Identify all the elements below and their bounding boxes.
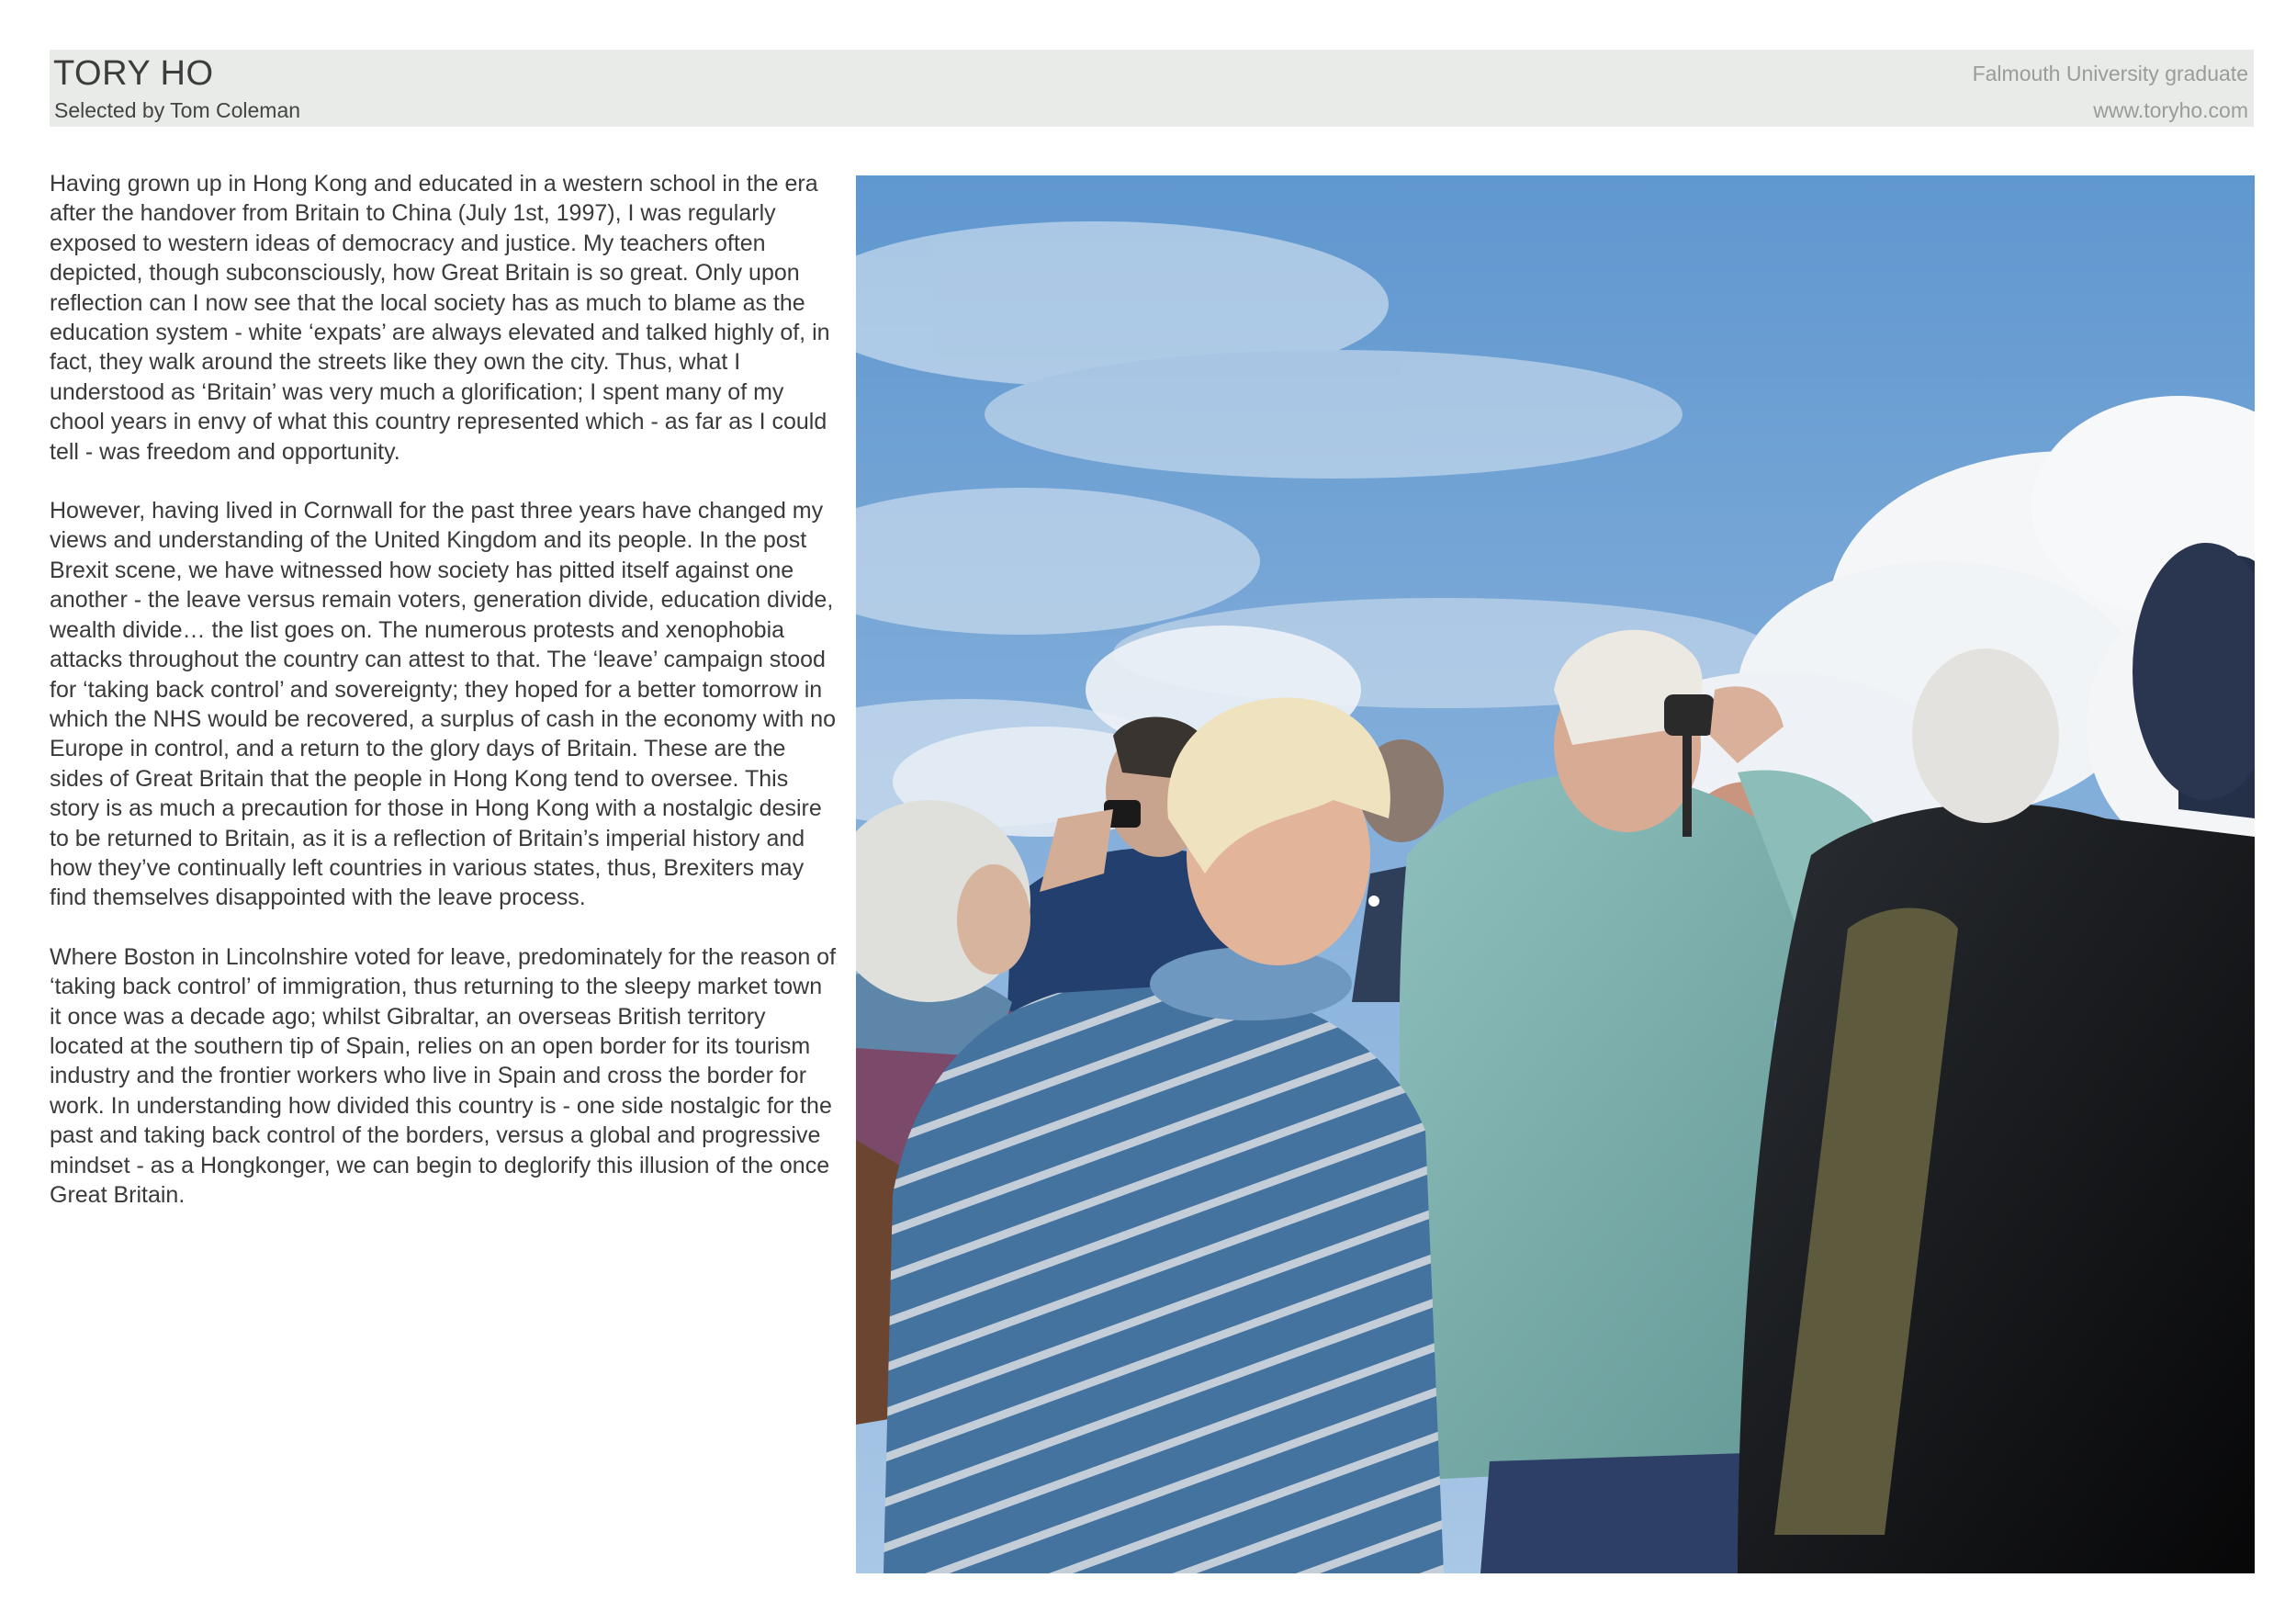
statement-paragraph-1: Having grown up in Hong Kong and educated in a western school in the era after the handover from Britain to China (July 1st, 1997), I was regularly exposed to western ideas of democracy and justice. My teachers often depicted, though subconsciously, how Great Britain is so great. Only upon reflection can I now see that the local society has as much to blame as the education system - white ‘expats’ are always elevated and talked highly of, in fact, they walk around the streets like they own the city. Thus, what I understood as ‘Britain’ was very much a glorification; I spent many of my chool years in envy of what this country represented which - as far as I could tell - was freedom and opportunity. [50,171,830,465]
statement-paragraph-3: Where Boston in Lincolnshire voted for leave, predominately for the reason of ‘taking back control’ of immigration, thus returning to the sleepy market town it once was a decade ago; whilst Gibraltar, an overseas British territory located at the southern tip of Spain, relies on an open border for its tourism industry and the frontier workers who live in Spain and cross the border for work. In understanding how divided this country is - one side nostalgic for the past and taking back control of the borders, versus a global and progressive mindset - as a Hongkonger, we can begin to deglorify this illusion of the once Great Britain. [50,943,837,1208]
artist-statement [50,169,839,1239]
artist-name: TORY HO [53,54,214,93]
header-band [50,50,2254,127]
website-link[interactable]: www.toryho.com [2093,98,2248,122]
affiliation-text: Falmouth University graduate [1972,62,2248,85]
crowd-photograph [856,175,2255,1573]
selected-by-credit: Selected by Tom Coleman [54,98,301,122]
statement-paragraph-2: However, having lived in Cornwall for the past three years have changed my views and understanding of the United Kingdom and its people. In the post Brexit scene, we have witnessed how society has pitted itself against one another - the leave versus remain voters, generation divide, education divide, wealth divide… the list goes on. The numerous protests and xenophobia attacks throughout the country can attest to that. The ‘leave’ campaign stood for ‘taking back control’ and sovereignty; they hoped for a better tomorrow in which the NHS would be recovered, a surplus of cash in the economy with no Europe in control, and a return to the glory days of Britain. These are the sides of Great Britain that the people in Hong Kong tend to oversee. This story is as much a precaution for those in Hong Kong with a nostalgic desire to be returned to Britain, as it is a reflection of Britain’s imperial history and how they’ve continually left countries in various states, thus, Brexiters may find themselves disappointed with the leave process. [50,498,837,911]
